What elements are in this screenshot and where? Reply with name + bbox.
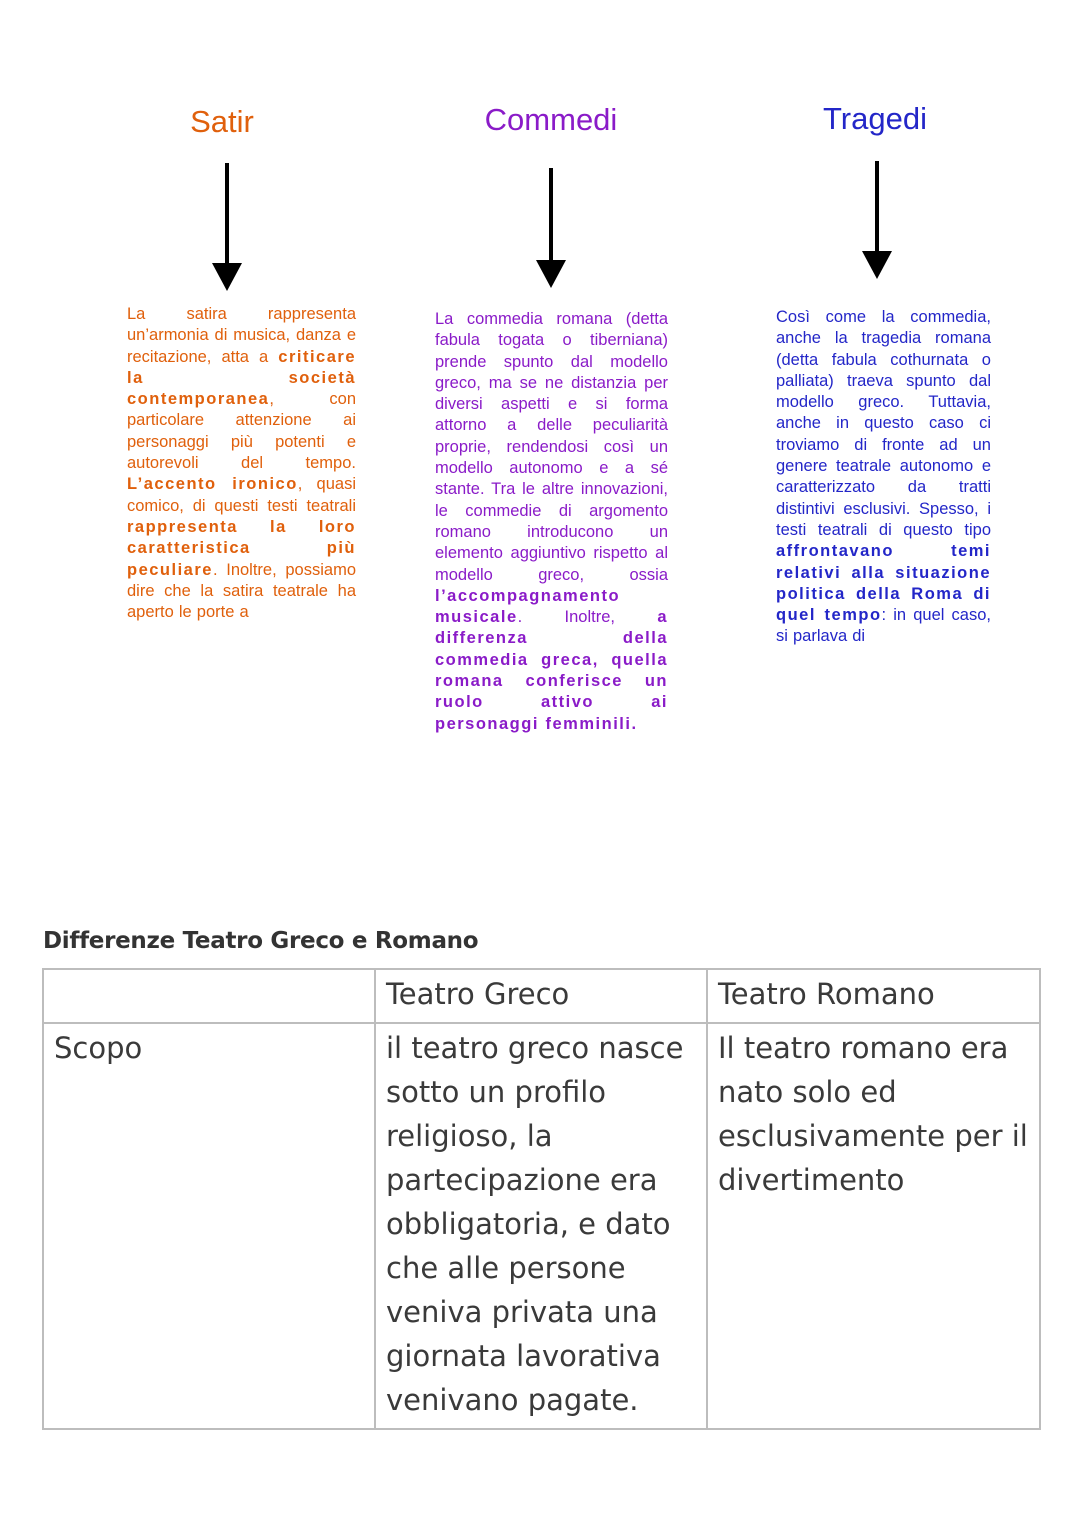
text-run: La commedia romana (detta fabula togata o tiberniana) prende spunto dal modello greco, ma se ne distanzia per diversi aspetti e si forma attorno a delle peculiarità proprie, rendendosi così un modello autonomo e a sé stante. Tra le altre innovazioni, le commedie di argomento romano introducono un elemento aggiuntivo rispetto al modello greco, ossia [435,310,668,584]
bold-run: criticare la società contemporanea [127,347,356,409]
comparison-table [42,968,1041,1430]
commedia-title: Commedi [484,102,618,137]
text-run: , quasi comico, di questi testi teatrali [127,475,356,515]
table-row [43,1023,1040,1429]
text-run: : in quel caso, si parlava di [776,606,991,646]
satira-title: Satir [190,104,254,139]
text-run: Così come la commedia, anche la tragedia romana (detta fabula cothurnata o palliata) traeva spunto dal modello greco. Tuttavia, anche in questo caso ci troviamo di fronte ad un genere teatrale autonomo e caratterizzato da tratti distintivi esclusivi. Spesso, i testi teatrali di questo tipo [776,308,991,539]
table-header-row [43,969,1040,1023]
table-cell: Il teatro romano era nato solo ed esclusivamente per il divertimento [707,1023,1040,1429]
arrow-down-icon [536,168,566,288]
section-title: Differenze Teatro Greco e Romano [43,928,479,954]
bold-run: L’accento ironico [127,475,298,494]
arrow-down-icon [862,161,892,279]
table-header-cell: Teatro Greco [375,969,707,1023]
bold-run: rappresenta la loro caratteristica più peculiare [127,517,356,579]
satira-text [127,304,356,623]
commedia-text [435,309,668,735]
text-run: , con particolare attenzione ai personaggi più potenti e autorevoli del tempo. [127,390,356,473]
bold-run: l’accompagnamento musicale [435,586,621,627]
text-run: . Inoltre, possiamo dire che la satira teatrale ha aperto le porte a [127,560,356,622]
bold-run: a differenza della commedia greca, quella romana conferisce un ruolo attivo ai personaggi femminili. [435,608,668,733]
table-row-label: Scopo [43,1023,375,1429]
text-run: La satira rappresenta un’armonia di musica, danza e recitazione, atta a [127,305,356,366]
bold-run: affrontavano temi relativi alla situazione politica della Roma di quel tempo [776,542,991,625]
tragedia-text [776,307,991,648]
table-cell: il teatro greco nasce sotto un profilo religioso, la partecipazione era obbligatoria, e dato che alle persone veniva privata una giornata lavorativa venivano pagate. [375,1023,707,1429]
arrow-down-icon [212,163,242,291]
tragedia-title: Tragedi [823,101,927,136]
text-run: . Inoltre, [517,608,658,627]
table-header-cell [43,969,375,1023]
table-header-cell: Teatro Romano [707,969,1040,1023]
